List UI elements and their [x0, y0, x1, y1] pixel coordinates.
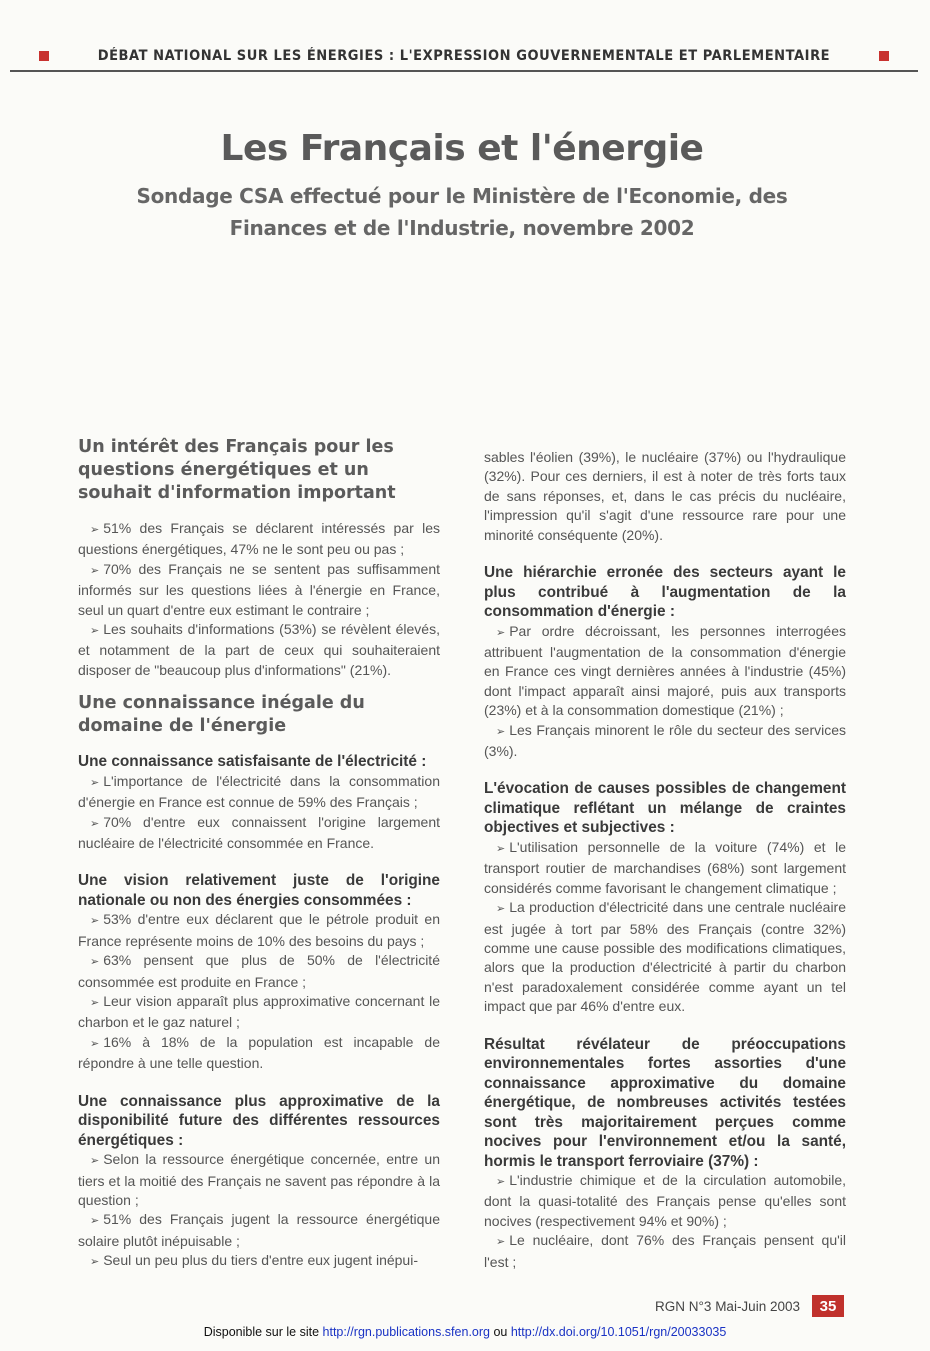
arrow-icon: ➢ [90, 524, 100, 536]
subsection-heading: Une connaissance satisfaisante de l'électricité : [78, 753, 427, 771]
subsection-heading: Résultat révélateur de préoccupations environnementales fortes assorties d'une connaissance approximative du domaine énergétique, de nombreuses activités testées sont très majoritairement perçues comme nocives pour l'environnement et/ou la santé, hormis le transport ferroviaire (37%) : [484, 1035, 846, 1170]
bullet-item: ➢ 53% d'entre eux déclarent que le pétrole produit en France représente moins de 10% des besoins du pays ; [78, 911, 440, 949]
site-link[interactable]: http://rgn.publications.sfen.org [322, 1325, 490, 1339]
arrow-icon: ➢ [90, 997, 100, 1009]
bullet-item: ➢ 16% à 18% de la population est incapable de répondre à une telle question. [78, 1033, 440, 1072]
section-heading: Un intérêt des Français pour les questions énergétiques et un souhait d'information important [78, 437, 396, 503]
arrow-icon: ➢ [90, 1215, 100, 1228]
arrow-icon: ➢ [90, 956, 100, 969]
availability-or: ou [493, 1325, 508, 1339]
bullet-item: ➢ 70% des Français ne se sentent pas suffisamment informés sur les questions liées à l'énergie en France, seul un quart d'entre eux estimant le contraire ; [78, 560, 440, 618]
arrow-icon: ➢ [496, 1236, 506, 1249]
availability-line [0, 1325, 930, 1339]
section-header-text: DÉBAT NATIONAL SUR LES ÉNERGIES : L'EXPRESSION GOUVERNEMENTALE ET PARLEMENTAIRE [97, 48, 831, 64]
arrow-icon: ➢ [90, 915, 100, 928]
subsection-heading: Une hiérarchie erronée des secteurs ayant le plus contribué à l'augmentation de la consommation d'énergie : [484, 564, 846, 621]
arrow-icon: ➢ [90, 1155, 100, 1168]
bullet-item: ➢ 70% d'entre eux connaissent l'origine largement nucléaire de l'électricité consommée en France. [78, 813, 440, 851]
red-square-icon [39, 51, 49, 61]
bullet-item: ➢ L'industrie chimique et de la circulation automobile, dont la quasi-totalité des Français pense qu'elles sont nocives (respectivement 94% et 90%) ; [484, 1172, 846, 1229]
right-column [484, 448, 846, 1272]
availability-text: Disponible sur le site [203, 1325, 320, 1339]
section-header [10, 42, 918, 72]
left-column [78, 436, 440, 1273]
arrow-icon: ➢ [90, 625, 100, 638]
arrow-icon: ➢ [496, 842, 506, 855]
bullet-item: ➢ 51% des Français jugent la ressource énergétique solaire plutôt inépuisable ; [78, 1211, 440, 1249]
arrow-icon: ➢ [496, 626, 506, 639]
bullet-item: ➢ Par ordre décroissant, les personnes interrogées attribuent l'augmentation de la consommation d'énergie en France ces vingt dernières années à l'industrie (45%) dont l'impact apparaît ainsi majoré, puis aux transports (23%) et à la consommation domestique (21%) ; [484, 622, 846, 719]
bullet-item: ➢ L'importance de l'électricité dans la consommation d'énergie en France est connue de 59% des Français ; [78, 772, 440, 811]
arrow-icon: ➢ [496, 1176, 506, 1189]
arrow-icon: ➢ [90, 1256, 100, 1269]
doi-link[interactable]: http://dx.doi.org/10.1051/rgn/20033035 [510, 1325, 727, 1339]
arrow-icon: ➢ [496, 725, 506, 738]
journal-reference: RGN N°3 Mai-Juin 2003 [655, 1299, 800, 1314]
arrow-icon: ➢ [90, 1037, 100, 1050]
page-number: 35 [812, 1295, 844, 1317]
section-heading: Une connaissance inégale du domaine de l'énergie [78, 693, 365, 737]
arrow-icon: ➢ [90, 817, 100, 830]
subsection-heading: Une vision relativement juste de l'origine nationale ou non des énergies consommées : [78, 872, 440, 909]
red-square-icon [879, 51, 889, 61]
bullet-item: ➢ 51% des Français se déclarent intéressés par les questions énergétiques, 47% ne le sont peu ou pas ; [78, 520, 440, 558]
bullet-item: ➢ 63% pensent que plus de 50% de l'électricité consommée est produite en France ; [78, 952, 440, 990]
bullet-item: ➢ Selon la ressource énergétique concernée, entre un tiers et la moitié des Français ne savent pas répondre à la question ; [78, 1151, 440, 1208]
bullet-item: ➢ L'utilisation personnelle de la voiture (74%) et le transport routier de marchandises (68%) sont largement considérés comme favorisant le changement climatique ; [484, 838, 846, 896]
page-subtitle: Sondage CSA effectué pour le Ministère de l'Economie, des Finances et de l'Industrie, novembre 2002 [136, 184, 788, 240]
arrow-icon: ➢ [90, 776, 100, 789]
subsection-heading: L'évocation de causes possibles de changement climatique reflétant un mélange de craintes objectives et subjectives : [484, 780, 846, 837]
bullet-item: ➢ Les Français minorent le rôle du secteur des services (3%). [484, 721, 846, 759]
bullet-item: ➢ Leur vision apparaît plus approximative concernant le charbon et le gaz naturel ; [78, 993, 440, 1031]
arrow-icon: ➢ [90, 564, 100, 577]
paragraph: sables l'éolien (39%), le nucléaire (37%) ou l'hydraulique (32%). Pour ces derniers, il est à noter de très forts taux de sans réponses, et, dans le cas précis du nucléaire, l'impression qu'il s'agit d'une ressource rare pour une minorité conséquente (20%). [484, 449, 846, 543]
bullet-item: ➢ Le nucléaire, dont 76% des Français pensent qu'il l'est ; [484, 1232, 846, 1270]
arrow-icon: ➢ [496, 903, 506, 916]
bullet-item: ➢ Seul un peu plus du tiers d'entre eux jugent inépui- [90, 1252, 418, 1269]
subsection-heading: Une connaissance plus approximative de la disponibilité future des différentes ressources énergétiques : [78, 1092, 440, 1149]
bullet-item: ➢ Les souhaits d'informations (53%) se révèlent élevés, et notamment de la part de ceux qui souhaiteraient disposer de "beaucoup plus d'informations" (21%). [78, 621, 440, 678]
page-title: Les Français et l'énergie [220, 128, 704, 169]
bullet-item: ➢ La production d'électricité dans une centrale nucléaire est jugée à tort par 58% des Français (contre 32%) comme une cause possible des modifications climatiques, alors que la production d'électricité à partir du charbon n'est paradoxalement considérée comme ayant un tel impact que par 46% d'entre eux. [484, 899, 846, 1015]
